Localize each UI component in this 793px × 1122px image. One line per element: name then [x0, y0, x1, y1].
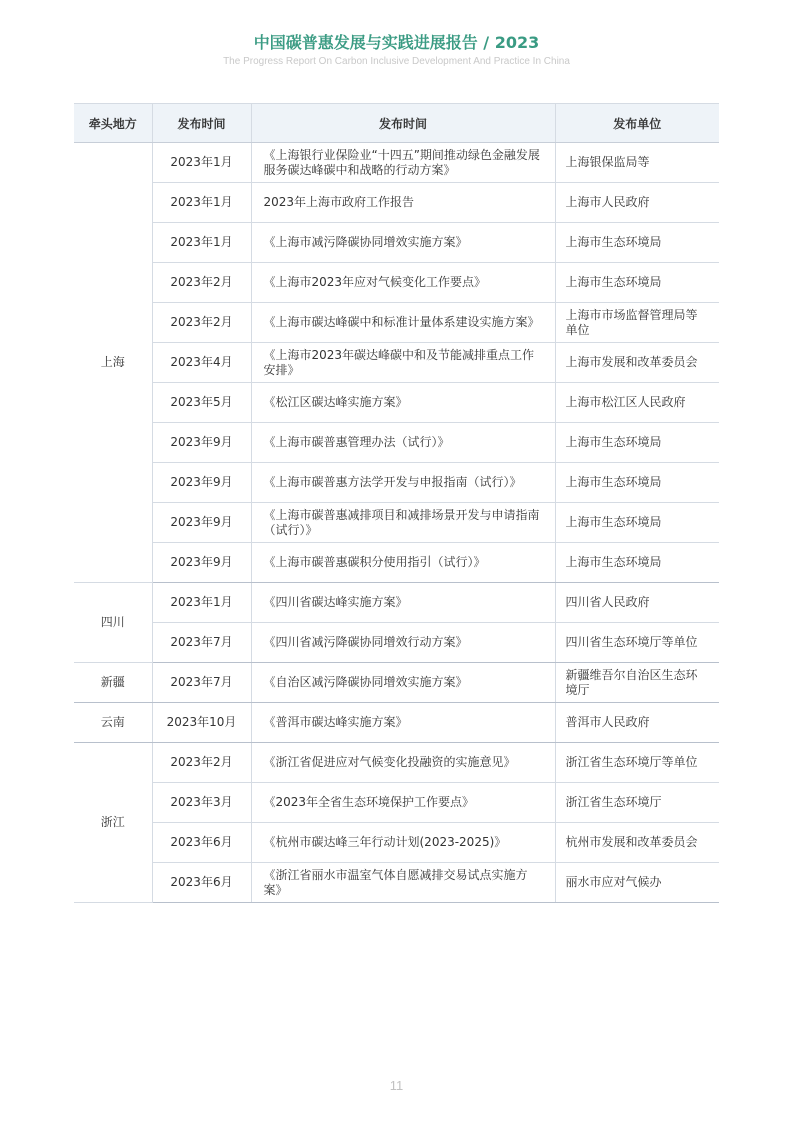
table-row — [74, 263, 719, 303]
document-cell: 《上海银行业保险业“十四五”期间推动绿色金融发展服务碳达峰碳中和战略的行动方案》 — [251, 143, 555, 183]
unit-cell: 杭州市发展和改革委员会 — [555, 823, 719, 863]
document-cell: 《普洱市碳达峰实施方案》 — [251, 703, 555, 743]
page-number: 11 — [389, 1078, 404, 1093]
date-cell: 2023年9月 — [152, 543, 251, 583]
unit-cell: 上海市生态环境局 — [555, 223, 719, 263]
unit-cell: 浙江省生态环境厅 — [555, 783, 719, 823]
table-row — [74, 463, 719, 503]
header-unit: 发布单位 — [555, 104, 719, 143]
unit-cell: 丽水市应对气候办 — [555, 863, 719, 903]
table-row — [74, 223, 719, 263]
document-cell: 《松江区碳达峰实施方案》 — [251, 383, 555, 423]
date-cell: 2023年10月 — [152, 703, 251, 743]
unit-cell: 上海银保监局等 — [555, 143, 719, 183]
table-row — [74, 823, 719, 863]
table-body — [74, 143, 719, 903]
table-row — [74, 863, 719, 903]
table-row — [74, 543, 719, 583]
document-cell: 《上海市2023年应对气候变化工作要点》 — [251, 263, 555, 303]
unit-cell: 上海市生态环境局 — [555, 423, 719, 463]
unit-cell: 上海市松江区人民政府 — [555, 383, 719, 423]
unit-cell: 浙江省生态环境厅等单位 — [555, 743, 719, 783]
document-cell: 《上海市碳普惠碳积分使用指引（试行）》 — [251, 543, 555, 583]
document-cell: 《上海市碳普惠减排项目和减排场景开发与申请指南（试行）》 — [251, 503, 555, 543]
date-cell: 2023年1月 — [152, 183, 251, 223]
table-row — [74, 583, 719, 623]
unit-cell: 上海市发展和改革委员会 — [555, 343, 719, 383]
date-cell: 2023年9月 — [152, 463, 251, 503]
unit-cell: 上海市生态环境局 — [555, 543, 719, 583]
table-row — [74, 143, 719, 183]
date-cell: 2023年7月 — [152, 663, 251, 703]
date-cell: 2023年7月 — [152, 623, 251, 663]
table-row — [74, 383, 719, 423]
date-cell: 2023年9月 — [152, 423, 251, 463]
table-row — [74, 703, 719, 743]
document-cell: 2023年上海市政府工作报告 — [251, 183, 555, 223]
date-cell: 2023年4月 — [152, 343, 251, 383]
unit-cell: 上海市生态环境局 — [555, 263, 719, 303]
date-cell: 2023年2月 — [152, 263, 251, 303]
date-cell: 2023年9月 — [152, 503, 251, 543]
date-cell: 2023年1月 — [152, 223, 251, 263]
date-cell: 2023年1月 — [152, 583, 251, 623]
header-date: 发布时间 — [152, 104, 251, 143]
page-subtitle: The Progress Report On Carbon Inclusive Development And Practice In China — [223, 56, 570, 67]
table-row — [74, 623, 719, 663]
document-cell: 《上海市碳达峰碳中和标准计量体系建设实施方案》 — [251, 303, 555, 343]
unit-cell: 普洱市人民政府 — [555, 703, 719, 743]
region-cell: 浙江 — [74, 743, 152, 903]
date-cell: 2023年5月 — [152, 383, 251, 423]
document-cell: 《2023年全省生态环境保护工作要点》 — [251, 783, 555, 823]
page-title: 中国碳普惠发展与实践进展报告 / 2023 — [253, 33, 540, 52]
unit-cell: 上海市市场监督管理局等单位 — [555, 303, 719, 343]
table-row — [74, 783, 719, 823]
header-region: 牵头地方 — [74, 104, 152, 143]
table-row — [74, 423, 719, 463]
date-cell: 2023年6月 — [152, 823, 251, 863]
region-cell: 四川 — [74, 583, 152, 663]
region-cell: 新疆 — [74, 663, 152, 703]
document-cell: 《上海市碳普惠管理办法（试行）》 — [251, 423, 555, 463]
document-cell: 《上海市2023年碳达峰碳中和及节能减排重点工作安排》 — [251, 343, 555, 383]
region-cell: 云南 — [74, 703, 152, 743]
table-row — [74, 503, 719, 543]
table-row — [74, 183, 719, 223]
unit-cell: 上海市生态环境局 — [555, 503, 719, 543]
date-cell: 2023年6月 — [152, 863, 251, 903]
header-document: 发布时间 — [251, 104, 555, 143]
document-cell: 《四川省减污降碳协同增效行动方案》 — [251, 623, 555, 663]
document-cell: 《四川省碳达峰实施方案》 — [251, 583, 555, 623]
table-row — [74, 303, 719, 343]
date-cell: 2023年1月 — [152, 143, 251, 183]
table-row — [74, 343, 719, 383]
document-cell: 《杭州市碳达峰三年行动计划(2023-2025)》 — [251, 823, 555, 863]
unit-cell: 四川省人民政府 — [555, 583, 719, 623]
document-cell: 《浙江省促进应对气候变化投融资的实施意见》 — [251, 743, 555, 783]
date-cell: 2023年2月 — [152, 303, 251, 343]
region-cell: 上海 — [74, 143, 152, 583]
unit-cell: 新疆维吾尔自治区生态环境厅 — [555, 663, 719, 703]
date-cell: 2023年3月 — [152, 783, 251, 823]
document-cell: 《上海市减污降碳协同增效实施方案》 — [251, 223, 555, 263]
document-cell: 《自治区减污降碳协同增效实施方案》 — [251, 663, 555, 703]
table-header-row — [74, 104, 719, 143]
table-row — [74, 743, 719, 783]
unit-cell: 上海市人民政府 — [555, 183, 719, 223]
document-cell: 《浙江省丽水市温室气体自愿减排交易试点实施方案》 — [251, 863, 555, 903]
unit-cell: 上海市生态环境局 — [555, 463, 719, 503]
table-row — [74, 663, 719, 703]
document-cell: 《上海市碳普惠方法学开发与申报指南（试行）》 — [251, 463, 555, 503]
unit-cell: 四川省生态环境厅等单位 — [555, 623, 719, 663]
policy-table — [74, 103, 719, 903]
date-cell: 2023年2月 — [152, 743, 251, 783]
